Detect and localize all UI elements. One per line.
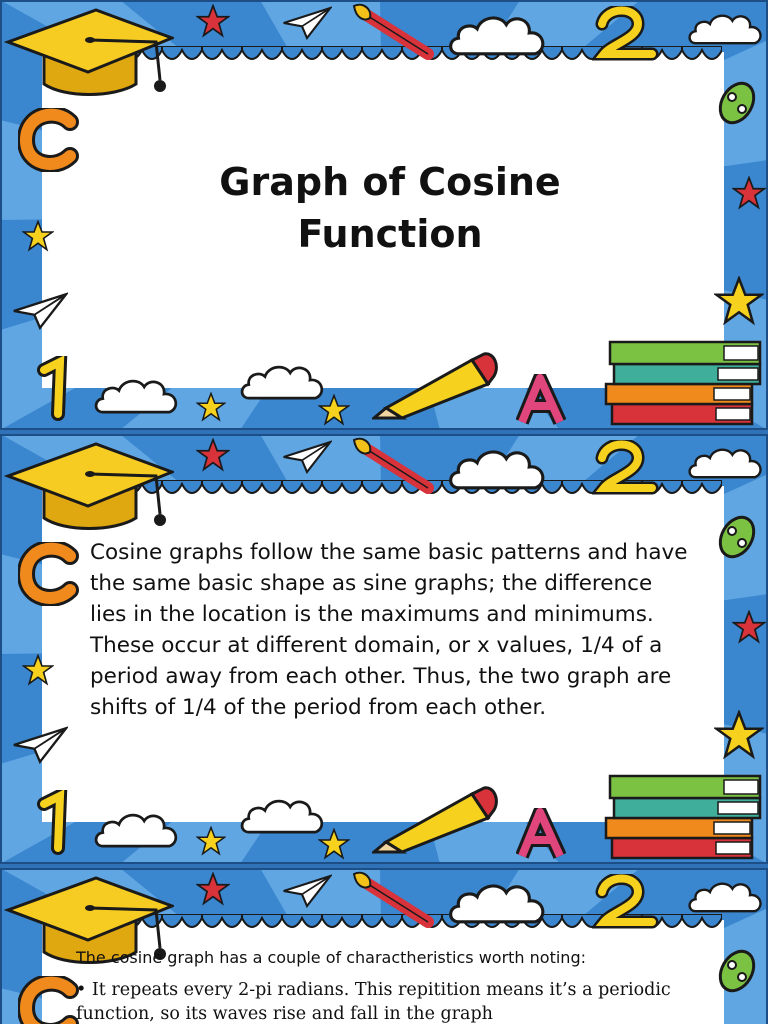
letter-b-icon: [712, 512, 762, 562]
number-1-icon: [34, 356, 78, 422]
title-slide: [0, 0, 768, 430]
graduation-cap-icon: [4, 436, 174, 546]
cloud-icon: [238, 358, 328, 404]
star-icon: [22, 220, 54, 252]
paper-plane-icon: [282, 6, 332, 40]
letter-c-icon: [18, 976, 82, 1024]
content-slide: [0, 434, 768, 864]
star-icon: [196, 392, 226, 422]
paper-plane-icon: [282, 874, 332, 908]
star-icon: [714, 276, 764, 326]
slide-body-text: Cosine graphs follow the same basic patterns and have the same basic shape as sine graphs; the difference lies in the location is the maximums and minimums. These occur at different domain, or x values, 1/4 of a period away from each other. Thus, the two graph are shifts of 1/4 of the period from each other.: [90, 540, 688, 720]
paper-plane-icon: [12, 726, 68, 764]
cloud-icon: [92, 806, 182, 852]
cloud-icon: [92, 372, 182, 418]
paintbrush-icon: [348, 870, 438, 930]
star-icon: [196, 872, 230, 906]
pencil-icon: [372, 350, 502, 420]
characteristics-slide: [0, 868, 768, 1024]
star-icon: [196, 4, 230, 38]
letter-a-icon: [516, 374, 566, 426]
star-icon: [732, 610, 766, 644]
paper-plane-icon: [282, 440, 332, 474]
graduation-cap-icon: [4, 2, 174, 112]
letter-c-icon: [18, 108, 82, 172]
cloud-icon: [238, 792, 328, 838]
letter-c-icon: [18, 542, 82, 606]
number-2-icon: [592, 874, 662, 930]
letter-b-icon: [712, 78, 762, 128]
slide-title-line1: Graph of Cosine: [219, 160, 561, 204]
star-icon: [318, 394, 350, 426]
paper-plane-icon: [12, 292, 68, 330]
star-icon: [714, 710, 764, 760]
cloud-icon: [686, 876, 766, 916]
cloud-icon: [446, 8, 550, 60]
slide-title-line2: Function: [297, 212, 483, 256]
paintbrush-icon: [348, 436, 438, 496]
books-icon: [604, 772, 764, 862]
cloud-icon: [446, 442, 550, 494]
star-icon: [196, 826, 226, 856]
letter-b-icon: [712, 946, 762, 996]
number-2-icon: [592, 6, 662, 62]
number-2-icon: [592, 440, 662, 496]
slide-intro-text: The cosine graph has a couple of charactheristics worth noting:: [76, 948, 586, 967]
star-icon: [732, 176, 766, 210]
star-icon: [22, 654, 54, 686]
star-icon: [196, 438, 230, 472]
paintbrush-icon: [348, 2, 438, 62]
star-icon: [318, 828, 350, 860]
cloud-icon: [686, 8, 766, 48]
bullet-line-1: • It repeats every 2-pi radians. This repitition means it’s a periodic: [76, 980, 671, 1000]
books-icon: [604, 338, 764, 428]
pencil-icon: [372, 784, 502, 854]
cloud-icon: [446, 876, 550, 928]
bullet-line-2: function, so its waves rise and fall in the graph: [76, 1004, 493, 1024]
cloud-icon: [686, 442, 766, 482]
number-1-icon: [34, 790, 78, 856]
letter-a-icon: [516, 808, 566, 860]
